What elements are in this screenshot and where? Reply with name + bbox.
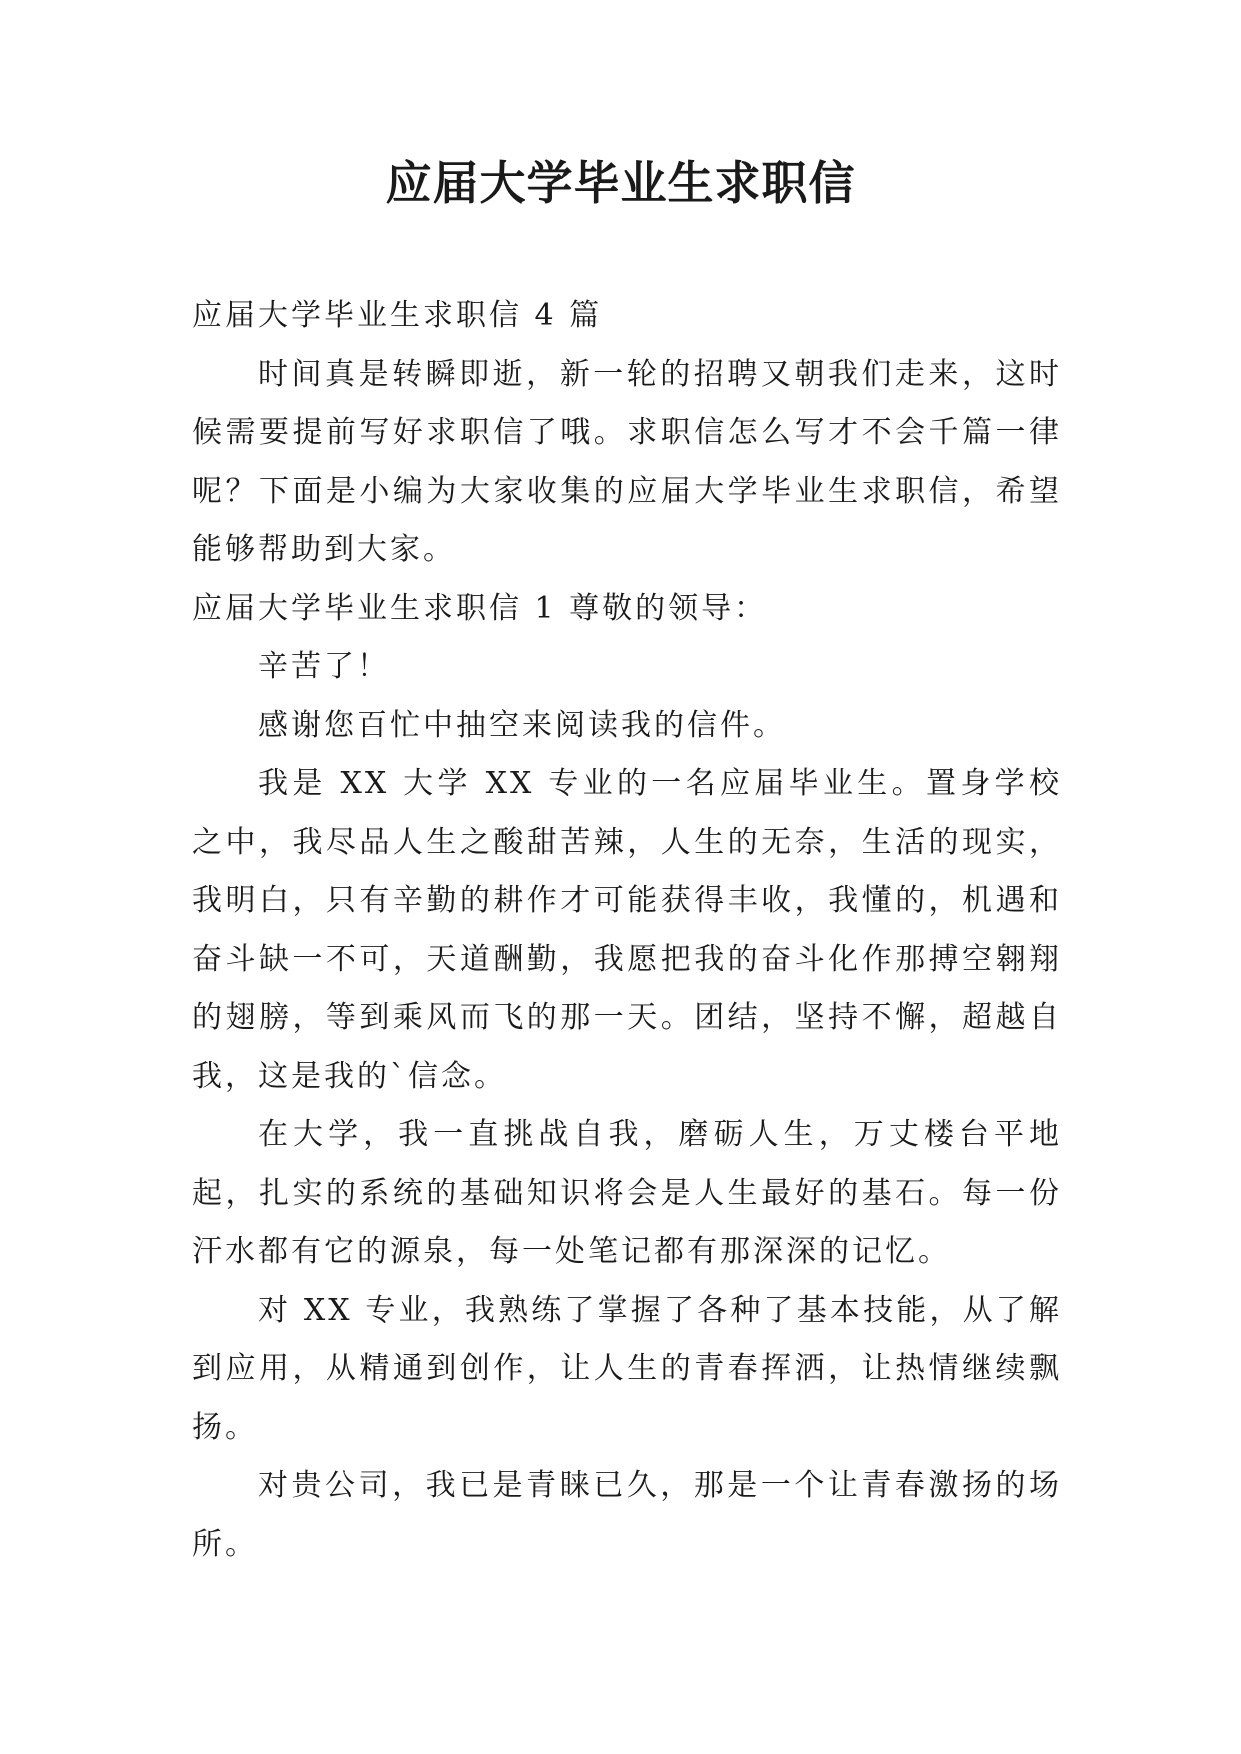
self-introduction-paragraph: 我是 XX 大学 XX 专业的一名应届毕业生。置身学校之中，我尽品人生之酸甜苦辣，人生的无奈，生活的现实，我明白，只有辛勤的耕作才可能获得丰收，我懂的，机遇和奋斗缺一不可，天道酬勤，我愿把我的奋斗化作那搏空翱翔的翅膀，等到乘风而飞的那一天。团结，坚持不懈，超越自我，这是我的`信念。 xyxy=(192,766,1062,1094)
thanks-paragraph: 感谢您百忙中抽空来阅读我的信件。 xyxy=(258,707,786,743)
skills-paragraph: 对 XX 专业，我熟练了掌握了各种了基本技能，从了解到应用，从精通到创作，让人生的青春挥洒，让热情继续飘扬。 xyxy=(192,1292,1062,1445)
document-body xyxy=(192,287,1062,1574)
company-paragraph: 对贵公司，我已是青睐已久，那是一个让青春激扬的场所。 xyxy=(192,1468,1062,1562)
subtitle-paragraph: 应届大学毕业生求职信 4 篇 xyxy=(192,298,603,333)
intro-paragraph: 时间真是转瞬即逝，新一轮的招聘又朝我们走来，这时候需要提前写好求职信了哦。求职信怎么写才不会千篇一律呢？下面是小编为大家收集的应届大学毕业生求职信，希望能够帮助到大家。 xyxy=(192,356,1062,567)
letter-heading-salutation: 应届大学毕业生求职信 1 尊敬的领导： xyxy=(192,590,768,626)
university-paragraph: 在大学，我一直挑战自我，磨砺人生，万丈楼台平地起，扎实的系统的基础知识将会是人生最好的基石。每一份汗水都有它的源泉，每一处笔记都有那深深的记忆。 xyxy=(192,1117,1062,1269)
document-title: 应届大学毕业生求职信 xyxy=(385,156,856,210)
greeting-paragraph: 辛苦了！ xyxy=(258,649,390,684)
